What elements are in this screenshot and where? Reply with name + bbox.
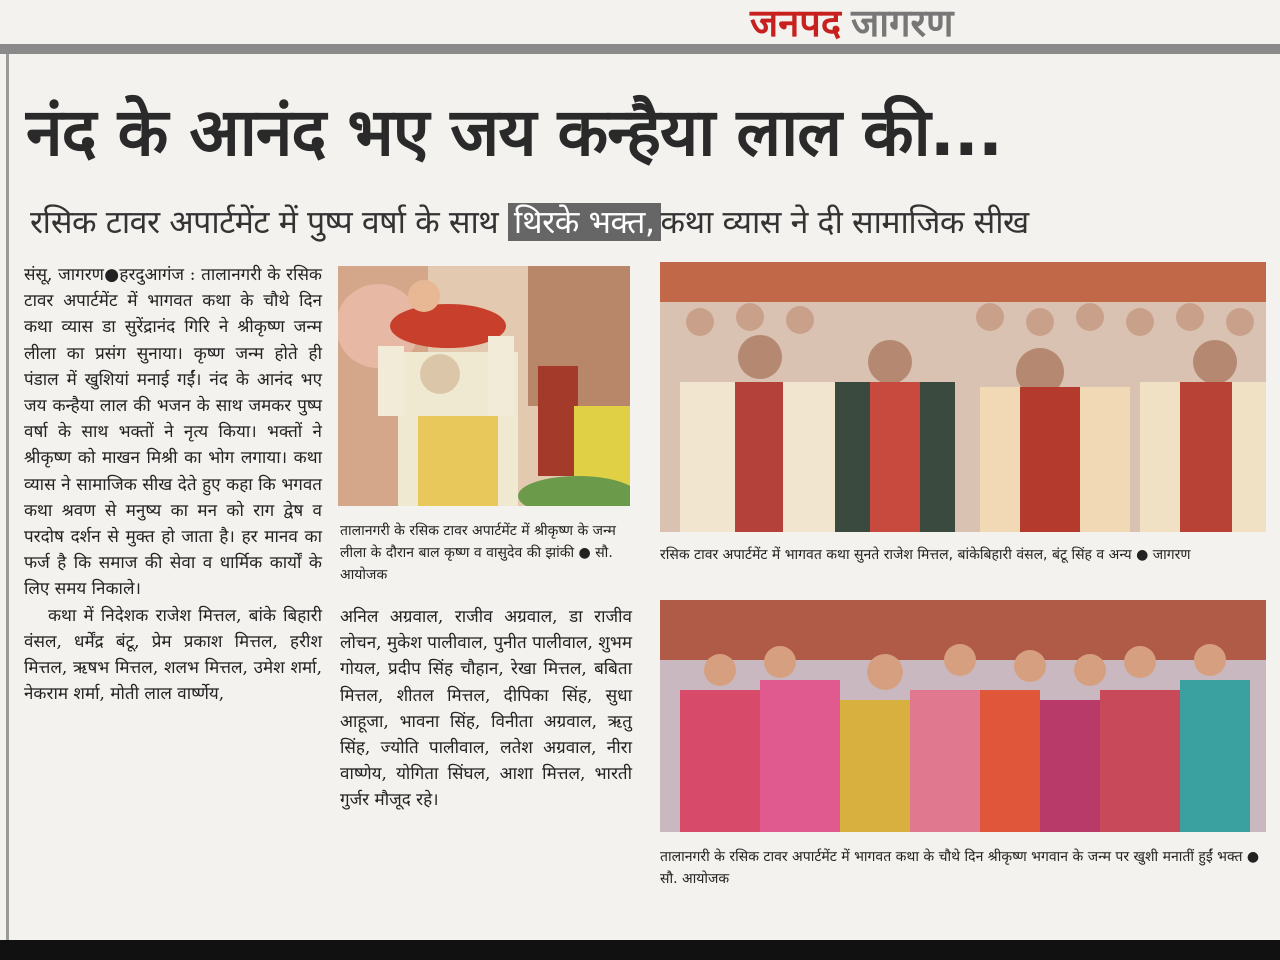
masthead-part1: जनपद	[750, 1, 842, 45]
caption-krishna-tableau: तालानगरी के रसिक टावर अपार्टमेंट में श्रीकृष्ण के जन्म लीला के दौरान बाल कृष्ण व वासुदेव की झांकी ● सौ. आयोजक	[340, 523, 616, 583]
subhead-highlight: थिरके भक्त,	[508, 203, 661, 241]
subhead-before: रसिक टावर अपार्टमेंट में पुष्प वर्षा के साथ	[30, 203, 499, 241]
subheadline	[30, 194, 1029, 250]
subhead-after: कथा व्यास ने दी सामाजिक सीख	[660, 203, 1029, 241]
photo-audience	[660, 262, 1266, 532]
left-rule	[6, 54, 9, 944]
masthead	[750, 0, 954, 46]
article-paragraph-2: कथा में निदेशक राजेश मित्तल, बांके बिहारी वंसल, धर्मेंद्र बंटू, प्रेम प्रकाश मित्तल, हरीश मित्तल, ऋषभ मित्तल, शलभ मित्तल, उमेश शर्मा, नेकराम शर्मा, मोती लाल वार्ष्णेय,	[24, 605, 322, 705]
article-paragraph-1: संसू, जागरण●हरदुआगंज : तालानगरी के रसिक टावर अपार्टमेंट में भागवत कथा के चौथे दिन कथा व्यास डा सुरेंद्रानंद गिरि ने श्रीकृष्ण जन्म लीला का प्रसंग सुनाया। कृष्ण जन्म होते ही पंडाल में खुशियां मनाई गईं। नंद के आनंद भए जय कन्हैया लाल की भजन के साथ जमकर पुष्प वर्षा के साथ भक्तों ने नृत्य किया। भक्तों ने श्रीकृष्ण को माखन मिश्री का भोग लगाया। कथा व्यास ने सामाजिक सीख देते हुए कहा कि भगवत कथा श्रवण से मनुष्य का मन को राग द्वेष व परदोष दर्शन से मुक्त हो जाता है। हर मानव का फर्ज है कि समाज की सेवा व धार्मिक कार्यों के लिए समय निकाले।	[24, 265, 322, 600]
photo-dancing-devotees	[660, 600, 1266, 832]
masthead-part2: जागरण	[851, 1, 954, 45]
article-column-1	[24, 262, 322, 707]
bottom-page-edge	[0, 940, 1280, 960]
caption-dancing-devotees: तालानगरी के रसिक टावर अपार्टमेंट में भागवत कथा के चौथे दिन श्रीकृष्ण भगवान के जन्म पर खुशी मनातीं हुईं भक्त ● सौ. आयोजक	[660, 849, 1260, 887]
top-rule	[0, 44, 1280, 54]
caption-audience: रसिक टावर अपार्टमेंट में भागवत कथा सुनते राजेश मित्तल, बांकेबिहारी वंसल, बंटू सिंह व अन्य ● जागरण	[660, 547, 1191, 563]
photo-krishna-tableau	[338, 266, 630, 506]
article-column-2: अनिल अग्रवाल, राजीव अग्रवाल, डा राजीव लोचन, मुकेश पालीवाल, पुनीत पालीवाल, शुभम गोयल, प्रदीप सिंह चौहान, रेखा मित्तल, बबिता मित्तल, शीतल मित्तल, दीपिका सिंह, सुधा आहूजा, भावना सिंह, विनीता अग्रवाल, ऋतु सिंह, ज्योति पालीवाल, लतेश अग्रवाल, नीरा वाष्णेय, योगिता सिंघल, आशा मित्तल, भारती गुर्जर मौजूद रहे।	[340, 607, 632, 811]
headline: नंद के आनंद भए जय कन्हैया लाल की...	[26, 94, 1002, 171]
